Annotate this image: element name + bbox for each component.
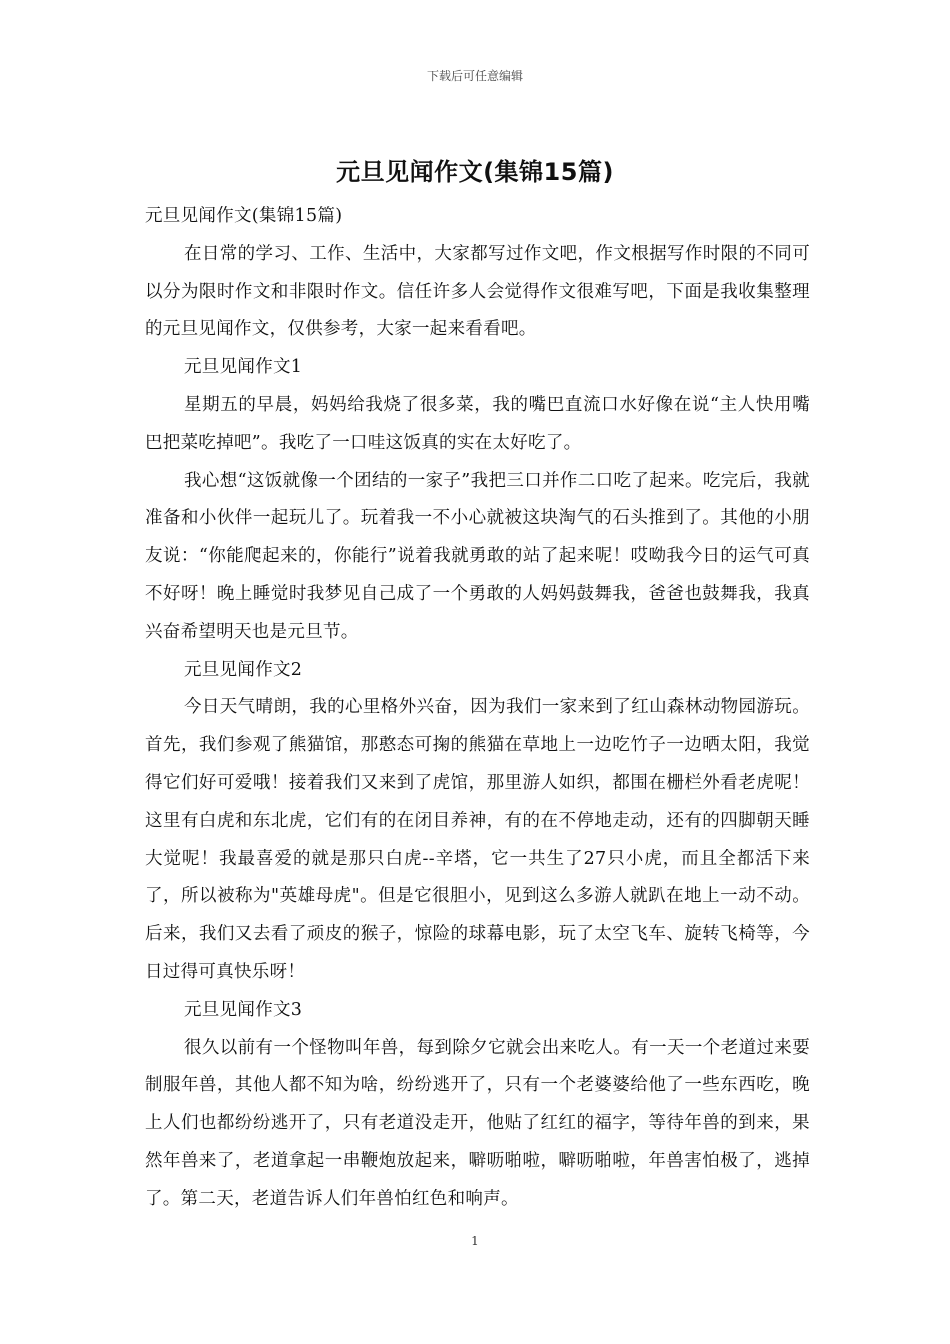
section-heading-3: 元旦见闻作文3 bbox=[184, 999, 303, 1020]
essay-1-paragraph-1: 星期五的早晨，妈妈给我烧了很多菜，我的嘴巴直流口水好像在说“主人快用嘴巴把菜吃掉吧”。我吃了一口哇这饭真的实在太好吃了。 bbox=[145, 394, 810, 453]
essay-2-paragraph-1: 今日天气晴朗，我的心里格外兴奋，因为我们一家来到了红山森林动物园游玩。首先，我们参观了熊猫馆，那憨态可掬的熊猫在草地上一边吃竹子一边晒太阳，我觉得它们好可爱哦！接着我们又来到了虎馆，那里游人如织，都围在栅栏外看老虎呢！这里有白虎和东北虎，它们有的在闭目养神，有的在不停地走动，还有的四脚朝天睡大觉呢！我最喜爱的就是那只白虎--辛塔，它一共生了27只小虎，而且全都活下来了，所以被称为"英雄母虎"。但是它很胆小，见到这么多游人就趴在地上一动不动。后来，我们又去看了顽皮的猴子，惊险的球幕电影，玩了太空飞车、旋转飞椅等，今日过得可真快乐呀！ bbox=[145, 697, 810, 982]
page-number: 1 bbox=[471, 1234, 479, 1248]
document-title: 元旦见闻作文(集锦15篇) bbox=[336, 158, 614, 186]
essay-3-paragraph-1: 很久以前有一个怪物叫年兽，每到除夕它就会出来吃人。有一天一个老道过来要制服年兽，其他人都不知为啥，纷纷逃开了，只有一个老婆婆给他了一些东西吃，晚上人们也都纷纷逃开了，只有老道没走开，他贴了红红的福字，等待年兽的到来，果然年兽来了，老道拿起一串鞭炮放起来，噼呖啪啦，噼呖啪啦，年兽害怕极了，逃掉了。第二天，老道告诉人们年兽怕红色和响声。 bbox=[145, 1037, 810, 1209]
section-heading-1: 元旦见闻作文1 bbox=[184, 357, 303, 378]
subtitle-line: 元旦见闻作文(集锦15篇) bbox=[145, 206, 343, 226]
section-heading-2: 元旦见闻作文2 bbox=[184, 659, 303, 680]
essay-1-paragraph-2: 我心想“这饭就像一个团结的一家子”我把三口并作二口吃了起来。吃完后，我就准备和小伙伴一起玩儿了。玩着我一不小心就被这块淘气的石头推到了。其他的小朋友说：“你能爬起来的，你能行”说着我就勇敢的站了起来呢！哎呦我今日的运气可真不好呀！晚上睡觉时我梦见自己成了一个勇敢的人妈妈鼓舞我，爸爸也鼓舞我，我真兴奋希望明天也是元旦节。 bbox=[145, 470, 810, 642]
document-body bbox=[145, 198, 810, 1219]
intro-paragraph: 在日常的学习、工作、生活中，大家都写过作文吧，作文根据写作时限的不同可以分为限时作文和非限时作文。信任许多人会觉得作文很难写吧，下面是我收集整理的元旦见闻作文，仅供参考，大家一起来看看吧。 bbox=[145, 243, 810, 340]
header-note: 下载后可任意编辑 bbox=[426, 69, 523, 83]
